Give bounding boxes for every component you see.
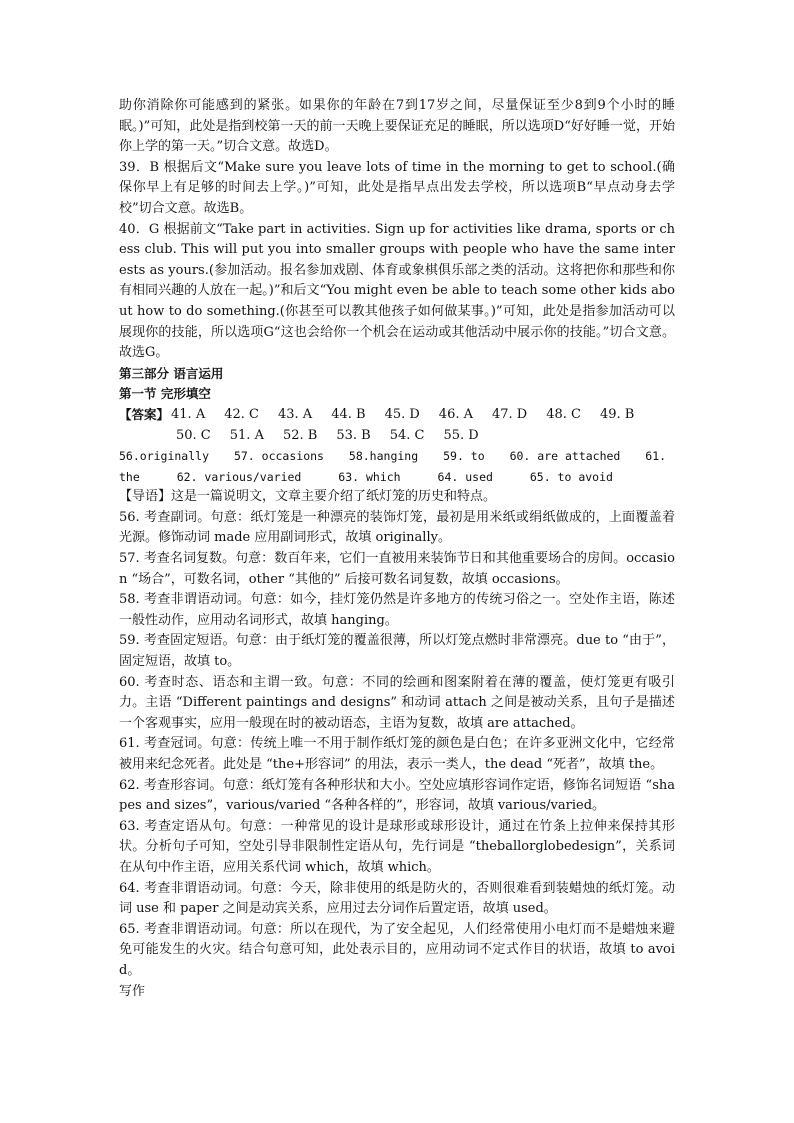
heading-part3: 第三部分 语言运用 [119, 365, 224, 381]
answer-item: 42. C [224, 406, 259, 422]
answer-item: 51. A [229, 427, 264, 443]
explanation-58: 58. 考查非谓语动词。句意：如今，挂灯笼仍然是许多地方的传统习俗之一。空处作主语，陈述一般性动作，应用动名词形式，故填 hanging。 [119, 592, 675, 628]
guide-text: 【导语】这是一篇说明文，文章主要介绍了纸灯笼的历史和特点。 [119, 489, 497, 505]
answer-item: 46. A [438, 406, 473, 422]
explanation-57: 57. 考查名词复数。句意：数百年来，它们一直被用来装饰节日和其他重要场合的房间。occasion “场合”，可数名词，other “其他的” 后接可数名词复数，故填 occasions。 [119, 551, 675, 587]
fill-answer: 62. various/varied [176, 469, 302, 484]
paragraph-38-continued: 助你消除你可能感到的紧张。如果你的年龄在7到17岁之间，尽量保证至少8到9个小时的睡眠。)”可知，此处是指到校第一天的前一天晚上要保证充足的睡眠，所以选项D“好好睡一觉，开始你上学的第一天。”切合文意。故选D。 [119, 98, 675, 155]
fill-answer: 60. are attached [509, 449, 621, 464]
explanation-64: 64. 考查非谓语动词。句意：今天，除非使用的纸是防火的，否则很难看到装蜡烛的纸灯笼。动词 use 和 paper 之间是动宾关系，应用过去分词作后置定语，故填 used。 [119, 880, 675, 917]
section-heading-writing: 写作 [119, 983, 146, 999]
answer-item: 43. A [277, 406, 313, 422]
explanation-60: 60. 考查时态、语态和主谓一致。句意：不同的绘画和图案附着在薄的覆盖，使灯笼更有吸引力。主语 “Different paintings and designs” 和动词 attach 之间是被动关系，且句子是描述一个客观事实，应用一般现在时的被动语态，主语为复数，故填 are attached。 [119, 674, 675, 731]
fill-answer: 58.hanging [348, 449, 419, 464]
answer-item: 41. A [171, 406, 206, 422]
explanation-61: 61. 考查冠词。句意：传统上唯一不用于制作纸灯笼的颜色是白色；在许多亚洲文化中，它经常被用来纪念死者。此处是 “the+形容词” 的用法，表示一类人，the dead “死者”，故填 the。 [119, 736, 675, 772]
fill-answer: 63. which [338, 469, 401, 484]
answer-item: 45. D [384, 406, 420, 422]
answer-item: 50. C [176, 427, 211, 443]
explanation-65: 65. 考查非谓语动词。句意：所以在现代，为了安全起见，人们经常使用小电灯而不是蜡烛来避免可能发生的火灾。结合句意可知，此处表示目的，应用动词不定式作目的状语，故填 to avoid。 [119, 921, 675, 978]
explanation-56: 56. 考查副词。句意：纸灯笼是一种漂亮的装饰灯笼，最初是用米纸或绢纸做成的，上面覆盖着光源。修饰动词 made 应用副词形式，故填 originally。 [119, 509, 675, 546]
fill-answer: 57. occasions [233, 449, 324, 464]
explanation-63: 63. 考查定语从句。句意：一种常见的设计是球形或球形设计，通过在竹条上拉伸来保持其形状。分析句子可知，空处引导非限制性定语从句，先行词是 “theballorglobedesign”，关系词在从句中作主语，应用关系代词 which，故填 which。 [119, 818, 675, 875]
answer-item: 47. D [492, 406, 528, 422]
fill-answer: 64. used [437, 469, 493, 484]
paragraph-39: 39．B 根据后文“Make sure you leave lots of time in the morning to get to school.(确保你早上有足够的时间去上学。)”可知，此处是指早点出发去学校，所以选项B“早点动身去学校”切合文意。故选B。 [119, 159, 675, 216]
answer-item: 54. C [389, 427, 425, 443]
answer-row-2 [119, 426, 675, 447]
fill-answer: 56.originally [119, 449, 210, 464]
document-page [119, 96, 675, 1002]
explanation-62: 62. 考查形容词。句意：纸灯笼有各种形状和大小。空处应填形容词作定语，修饰名词短语 “shapes and sizes”，various/varied “各种各样的”，形容词，故填 various/varied。 [119, 777, 675, 814]
heading-section1: 第一节 完形填空 [119, 386, 211, 402]
answer-item: 52. B [282, 427, 318, 443]
answer-label: 【答案】 [119, 406, 170, 422]
explanation-59: 59. 考查固定短语。句意：由于纸灯笼的覆盖很薄，所以灯笼点燃时非常漂亮。due to “由于”，固定短语，故填 to。 [119, 633, 675, 670]
fill-answer: the [119, 469, 140, 484]
answer-item: 49. B [600, 406, 635, 422]
answer-item: 44. B [331, 406, 366, 422]
fill-answer: 61. [645, 449, 667, 464]
fill-answer-row-2 [119, 467, 675, 488]
fill-answer: 59. to [443, 449, 485, 464]
answer-item: 53. B [336, 427, 371, 443]
answer-item: 48. C [546, 406, 581, 422]
answer-item: 55. D [443, 427, 479, 443]
fill-answer: 65. to avoid [529, 469, 613, 484]
paragraph-40: 40．G 根据前文“Take part in activities. Sign up for activities like drama, sports or chess club. This will put you into smaller groups with people who have the same interests as yours.(参加活动。报名参加戏剧、体育或象棋俱乐部之类的活动。这将把你和那些和你有相同兴趣的人放在一起。)”和后文“You might even be able to teach some other kids about how to do something.(你甚至可以教其他孩子如何做某事。)”可知，此处是指参加活动可以展现你的技能，所以选项G“这也会给你一个机会在运动或其他活动中展示你的技能。”切合文意。故选G。 [119, 221, 675, 361]
fill-answer-row-1 [119, 446, 675, 467]
answer-row-1 [119, 405, 675, 426]
